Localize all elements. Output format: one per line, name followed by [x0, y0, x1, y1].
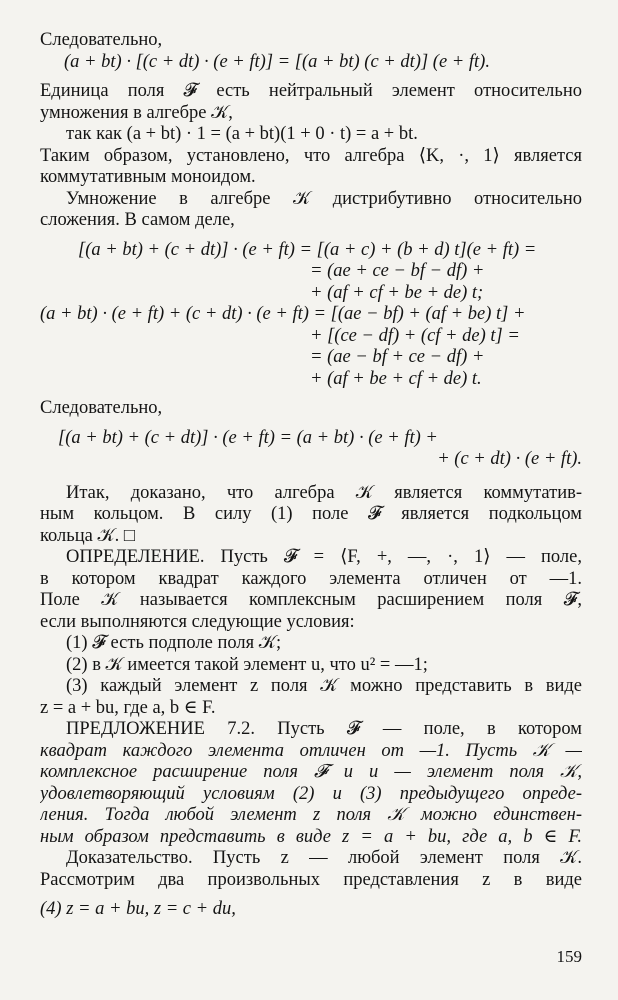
- formula-line: + (c + dt) · (e + ft).: [437, 449, 582, 469]
- condition-item: (2) в 𝒦 имеется такой элемент u, что u² = —1;: [66, 654, 428, 675]
- formula-line: = (ae − bf + ce − df) +: [310, 347, 485, 367]
- proof-heading: Доказательство. Пусть z — любой элемент поля 𝒦.: [66, 848, 582, 868]
- page-number: 159: [556, 947, 582, 966]
- text-line: сложения. В самом деле,: [40, 210, 235, 230]
- proposition-text: квадрат каждого элемента отличен от —1. Пусть 𝒦 —: [40, 740, 582, 761]
- text-line: Поле 𝒦 называется комплексным расширением поля 𝓕,: [40, 590, 582, 610]
- text-line: ным кольцом. В силу (1) поле 𝓕 является подкольцом: [40, 504, 582, 524]
- text-line: кольца 𝒦. □: [40, 525, 136, 546]
- page-body: [40, 30, 582, 921]
- text-line: коммутативным моноидом.: [40, 167, 256, 187]
- proposition-text: комплексное расширение поля 𝓕 и u — элемент поля 𝒦,: [40, 762, 582, 782]
- proposition-text: ления. Тогда любой элемент z поля 𝒦 можно единствен-: [40, 805, 582, 825]
- text-line: в котором квадрат каждого элемента отличен от —1.: [40, 568, 582, 589]
- text-line: Следовательно,: [40, 398, 163, 418]
- text-line: если выполняются следующие условия:: [40, 611, 355, 632]
- formula-line: + [(ce − df) + (cf + de) t] =: [310, 325, 520, 346]
- formula-line: [(a + bt) + (c + dt)] · (e + ft) = [(a + c) + (b + d) t](e + ft) =: [78, 239, 537, 260]
- text-line: Умножение в алгебре 𝒦 дистрибутивно относительно: [66, 188, 582, 209]
- formula-line: + (af + be + cf + de) t.: [310, 368, 482, 389]
- text-line: Таким образом, установлено, что алгебра ⟨K, ·, 1⟩ является: [40, 145, 582, 166]
- proposition-text: удовлетворяющий условиям (2) и (3) предыдущего опреде-: [40, 783, 582, 804]
- proposition-heading: ПРЕДЛОЖЕНИЕ 7.2. Пусть 𝓕 — поле, в котором: [66, 719, 582, 739]
- definition-heading: ОПРЕДЕЛЕНИЕ. Пусть 𝓕 = ⟨F, +, —, ·, 1⟩ — поле,: [66, 547, 582, 567]
- formula-line: (a + bt) · [(c + dt) · (e + ft)] = [(a + bt) (c + dt)] (e + ft).: [64, 51, 490, 72]
- condition-item: (3) каждый элемент z поля 𝒦 можно представить в виде: [66, 676, 582, 696]
- condition-item: (1) 𝓕 есть подполе поля 𝒦;: [66, 633, 282, 653]
- formula-line: + (af + cf + be + de) t;: [310, 282, 484, 303]
- text-line: так как (a + bt) · 1 = (a + bt)(1 + 0 · t) = a + bt.: [66, 124, 418, 144]
- formula-line: (4) z = a + bu, z = c + du,: [40, 899, 236, 919]
- formula-line: = (ae + ce − bf − df) +: [310, 261, 485, 281]
- text-line: z = a + bu, где a, b ∈ F.: [40, 697, 216, 718]
- formula-line: [(a + bt) + (c + dt)] · (e + ft) = (a + bt) · (e + ft) +: [58, 427, 438, 448]
- text-line: Рассмотрим два произвольных представления z в виде: [40, 869, 582, 890]
- formula-line: (a + bt) · (e + ft) + (c + dt) · (e + ft) = [(ae − bf) + (af + be) t] +: [40, 304, 526, 324]
- proposition-text: ным образом представить в виде z = a + bu, где a, b ∈ F.: [40, 826, 582, 847]
- text-line: Итак, доказано, что алгебра 𝒦 является коммутатив-: [66, 482, 582, 503]
- text-line: Следовательно,: [40, 30, 163, 50]
- text-line: Единица поля 𝓕 есть нейтральный элемент относительно: [40, 81, 582, 101]
- text-line: умножения в алгебре 𝒦,: [40, 102, 233, 123]
